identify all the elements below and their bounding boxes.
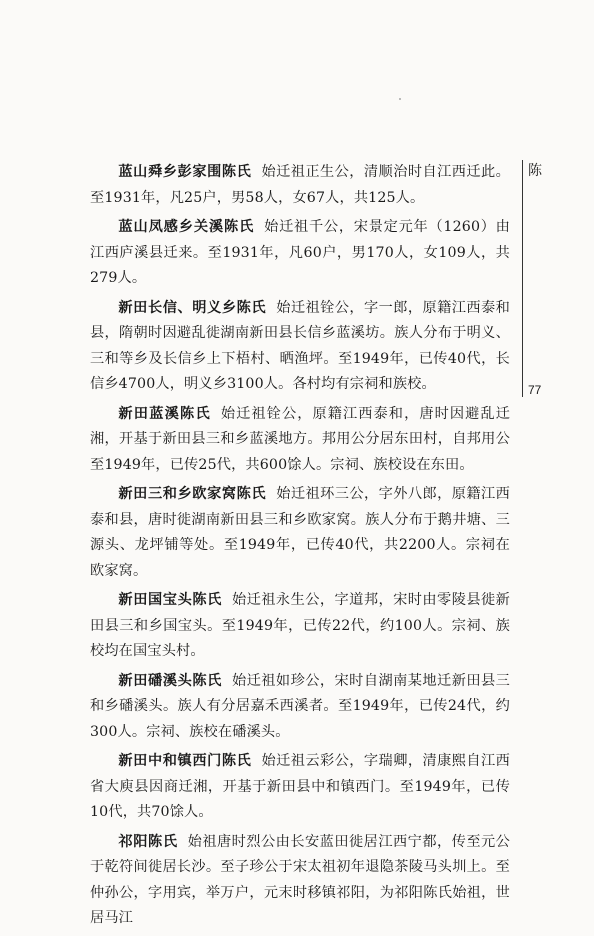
side-heading: 陈 bbox=[528, 163, 542, 179]
entry bbox=[90, 482, 510, 584]
entry bbox=[90, 749, 510, 826]
entry bbox=[90, 160, 510, 211]
entry-heading: 新田蓝溪陈氏 bbox=[118, 405, 211, 422]
entry-text: 始迁祖云彩公，字瑞卿，清康熙自江西省大庾县因商迁湘，开基于新田县中和镇西门。至1949年，已传10代，共70馀人。 bbox=[90, 753, 510, 820]
entry-text: 始迁祖铨公，原籍江西泰和，唐时因避乱迁湘，开基于新田县三和乡蓝溪地方。邦用公分居东田村，自邦用公至1949年，已传25代，共600馀人。宗祠、族校设在东田。 bbox=[90, 405, 510, 473]
entry-heading: 新田三和乡欧家窝陈氏 bbox=[118, 486, 267, 502]
scan-speck bbox=[399, 98, 401, 100]
entry bbox=[90, 669, 510, 746]
entry-text: 始迁祖正生公，清顺治时自江西迁此。至1931年，凡25户，男58人，女67人，共125人。 bbox=[90, 164, 510, 206]
entry bbox=[90, 830, 510, 932]
entry bbox=[90, 296, 510, 398]
entry-heading: 新田中和镇西门陈氏 bbox=[118, 753, 252, 769]
entry-text: 始迁祖如珍公，宋时自湖南某地迁新田县三和乡磻溪头。族人有分居嘉禾西溪者。至1949年，已传24代，约300人。宗祠、族校在磻溪头。 bbox=[90, 672, 510, 740]
main-text bbox=[90, 160, 510, 936]
entry-text: 始迁祖铨公，字一郎，原籍江西泰和县，隋朝时因避乱徙湖南新田县长信乡蓝溪坊。族人分布于明义、三和等乡及长信乡上下梧村、晒渔坪。至1949年，已传40代，长信乡4700人，明义乡3100人。各村均有宗祠和族校。 bbox=[90, 299, 510, 392]
entry-text: 始迁祖千公，宋景定元年（1260）由江西庐溪县迁来。至1931年，凡60户，男170人，女109人，共279人。 bbox=[90, 219, 510, 286]
entry bbox=[90, 588, 510, 665]
entry bbox=[90, 402, 510, 479]
entry-text: 始祖唐时烈公由长安蓝田徙居江西宁都，传至元公于乾符间徙居长沙。至子珍公于宋太祖初年退隐茶陵马头圳上。至仲孙公，字用宾，举万户，元末时移镇祁阳，为祁阳陈氏始祖，世居马江 bbox=[90, 833, 510, 926]
entry-text: 始迁祖永生公，字道邦，宋时由零陵县徙新田县三和乡国宝头。至1949年，已传22代，约100人。宗祠、族校均在国宝头村。 bbox=[90, 592, 510, 659]
entry-heading: 新田国宝头陈氏 bbox=[118, 592, 222, 608]
entry-heading: 蓝山舜乡彭家围陈氏 bbox=[118, 164, 252, 180]
entry bbox=[90, 215, 510, 292]
entry-heading: 祁阳陈氏 bbox=[118, 833, 178, 850]
entry-heading: 蓝山凤感乡关溪陈氏 bbox=[118, 219, 255, 235]
entry-text: 始迁祖环三公，字外八郎，原籍江西泰和县，唐时徙湖南新田县三和乡欧家窝。族人分布于鹅井塘、三源头、龙坪铺等处。至1949年，已传40代，共2200人。宗祠在欧家窝。 bbox=[90, 486, 510, 579]
page-number: 77 bbox=[528, 383, 542, 397]
margin-rule bbox=[522, 160, 523, 397]
entry-heading: 新田长信、明义乡陈氏 bbox=[118, 299, 267, 316]
entry-heading: 新田磻溪头陈氏 bbox=[118, 672, 222, 689]
